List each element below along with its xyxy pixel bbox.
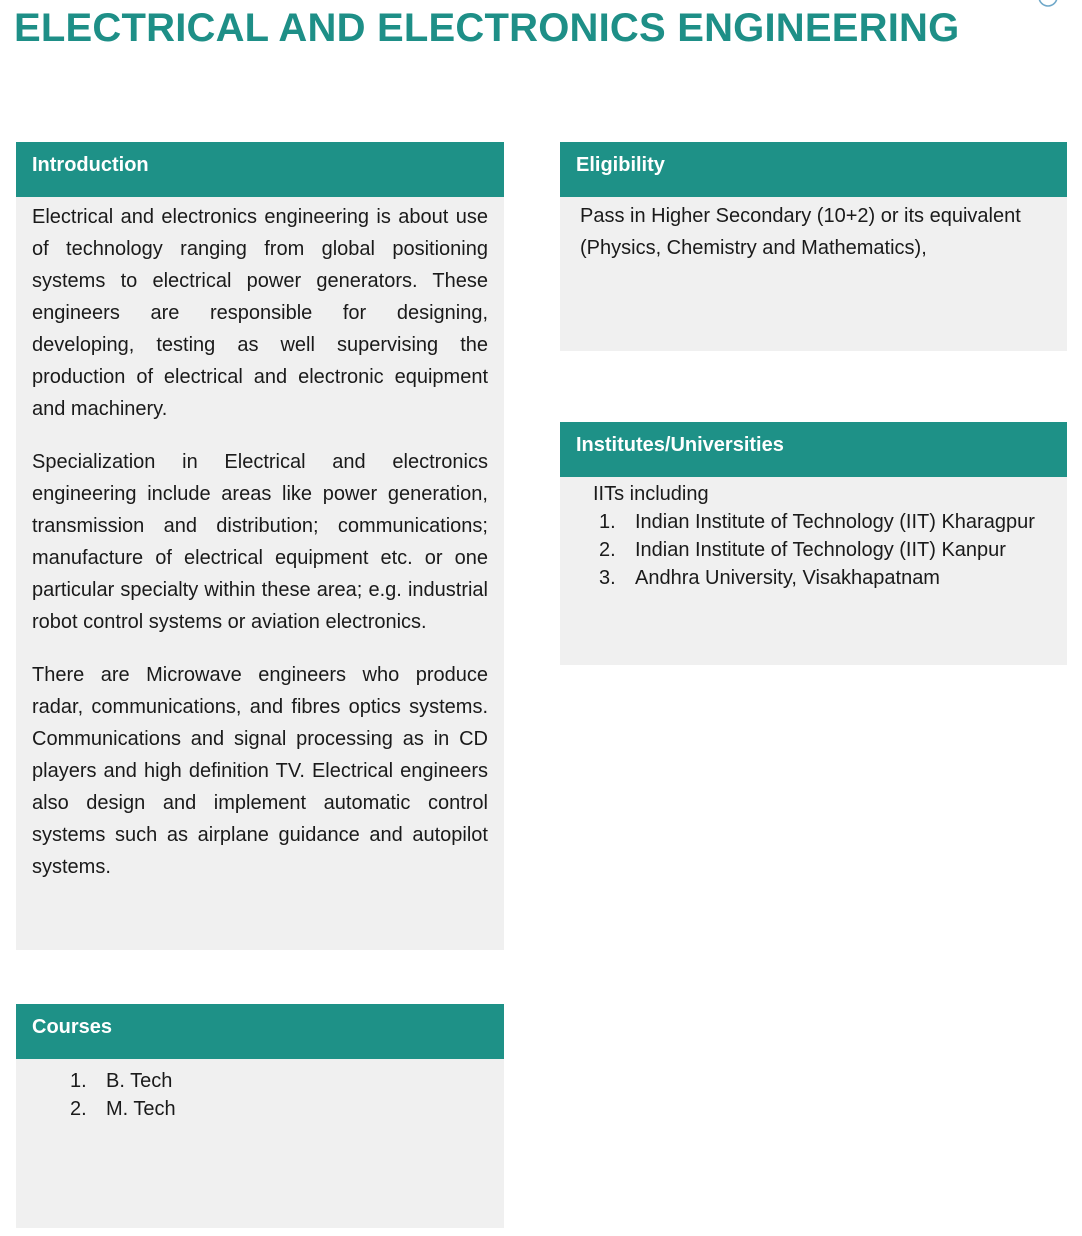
page-title: ELECTRICAL AND ELECTRONICS ENGINEERING — [14, 6, 960, 50]
list-item-number: 1. — [70, 1070, 87, 1092]
eligibility-text: Pass in Higher Secondary (10+2) or its equivalent (Physics, Chemistry and Mathematics), — [580, 205, 1021, 259]
list-item-text: Andhra University, Visakhapatnam — [635, 567, 940, 589]
list-item-text: M. Tech — [106, 1098, 176, 1120]
eligibility-heading: Eligibility — [560, 142, 1067, 197]
institutes-intro: IITs including — [593, 483, 709, 505]
introduction-paragraph: Specialization in Electrical and electronics engineering include areas like power generation, transmission and distribution; communications; manufacture of electrical equipment etc. or one particular specialty within these area; e.g. industrial robot control systems or aviation electronics. — [32, 451, 488, 633]
list-item — [70, 1095, 504, 1123]
courses-body — [16, 1059, 504, 1123]
institutes-body — [560, 477, 1067, 592]
institutes-list — [599, 508, 1067, 592]
courses-panel — [16, 1004, 504, 1228]
introduction-paragraph: There are Microwave engineers who produce radar, communications, and fibres optics systems. Communications and signal processing as in CD players and high definition TV. Electrical engineers also design and implement automatic control systems such as airplane guidance and autopilot systems. — [32, 664, 488, 878]
list-item — [599, 564, 1067, 592]
list-item — [599, 536, 1067, 564]
list-item-number: 3. — [599, 567, 616, 589]
list-item-text: Indian Institute of Technology (IIT) Kanpur — [635, 539, 1006, 561]
introduction-panel — [16, 142, 504, 950]
introduction-paragraph: Electrical and electronics engineering is about use of technology ranging from global positioning systems to electrical power generators. These engineers are responsible for designing, developing, testing as well supervising the production of electrical and electronic equipment and machinery. — [32, 206, 488, 420]
introduction-body — [16, 197, 504, 883]
list-item — [70, 1067, 504, 1095]
list-item-text: Indian Institute of Technology (IIT) Kharagpur — [635, 511, 1035, 533]
list-item — [599, 508, 1067, 536]
list-item-text: B. Tech — [106, 1070, 173, 1092]
list-item-number: 2. — [70, 1098, 87, 1120]
institutes-panel — [560, 422, 1067, 665]
list-item-number: 2. — [599, 539, 616, 561]
eligibility-body — [560, 197, 1067, 264]
introduction-heading: Introduction — [16, 142, 504, 197]
decorative-ring-icon — [1032, 0, 1082, 18]
institutes-heading: Institutes/Universities — [560, 422, 1067, 477]
courses-list — [70, 1067, 504, 1123]
courses-heading: Courses — [16, 1004, 504, 1059]
list-item-number: 1. — [599, 511, 616, 533]
eligibility-panel — [560, 142, 1067, 351]
